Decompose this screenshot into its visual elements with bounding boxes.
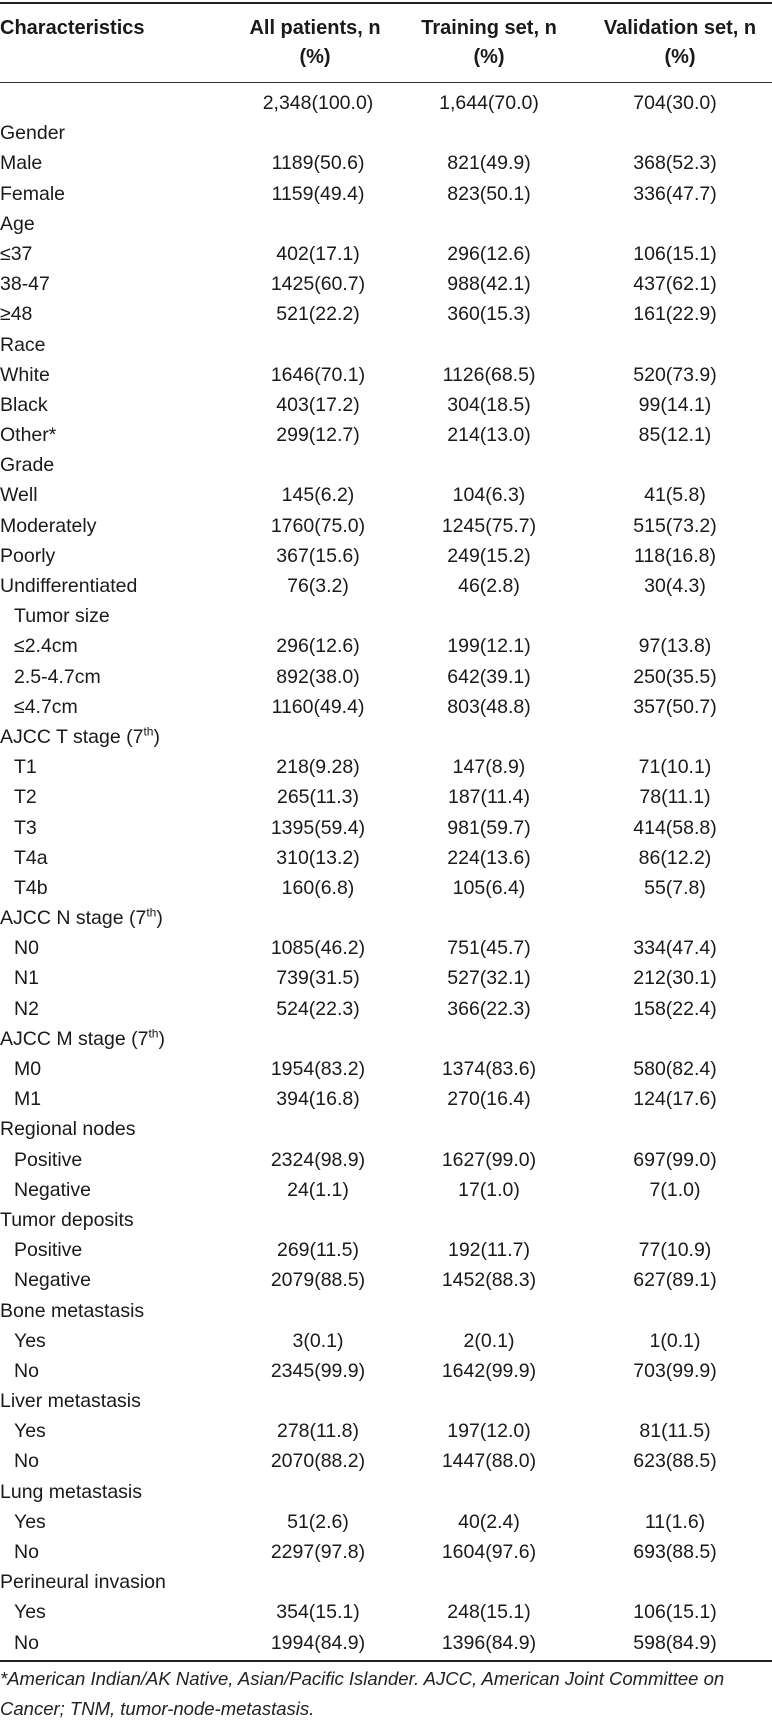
cell-training-set: 46(2.8) [458,575,520,597]
row-label-text: No [14,1450,39,1473]
cell-training-set: 1642(99.9) [441,1359,537,1382]
cell-validation-set: 158(22.4) [633,997,717,1020]
row-label [0,1567,166,1597]
cell-training-set: 197(12.0) [447,1420,531,1443]
cell-training-set: 199(12.1) [447,635,531,658]
cell-training-set: 527(32.1) [447,967,531,990]
row-label-text: White [0,363,50,386]
cell-all-patients: 1954(83.2) [270,1058,366,1080]
row-label-text: T4b [14,876,48,899]
row-label-text: Liver metastasis [0,1390,141,1413]
cell-training-set: 187(11.4) [447,786,531,809]
row-label [14,1628,39,1658]
row-label-text: Gender [0,122,66,145]
header-validation-set [588,14,772,72]
row-label-text: 2.5-4.7cm [14,665,101,688]
cell-all-patients: 160(6.8) [281,876,355,899]
cell-all-patients: 2070(88.2) [270,1450,366,1473]
cell-training-set: 821(49.9) [447,152,531,175]
cell-validation-set: 85(12.1) [638,424,712,447]
row-label [14,1416,46,1446]
cell-training-set: 1604(97.6) [441,1541,537,1563]
row-label [0,420,56,450]
cell-all-patients: 1189(50.6) [271,152,365,175]
table-row [0,782,772,812]
header-training-set [394,14,584,72]
table-row [0,1356,772,1386]
cell-all-patients: 2079(88.5) [270,1269,366,1292]
cell-training-set: 248(15.1) [447,1601,531,1624]
row-label [14,843,48,873]
cell-validation-set: 78(11.1) [639,786,711,809]
row-label [0,179,65,209]
row-label-text: Well [0,484,38,507]
cell-validation-set: 11(1.6) [644,1510,706,1533]
row-label-text: 38-47 [0,273,50,296]
row-label [14,1145,82,1175]
row-label [14,1235,82,1265]
table-row [0,662,772,692]
row-label-text: Grade [0,454,55,477]
table-row [0,1386,772,1416]
table-row [0,1054,772,1084]
cell-validation-set: 99(14.1) [638,393,712,416]
table-row [0,571,772,601]
table-row [0,1024,772,1054]
table-row [0,450,772,480]
cell-all-patients: 296(12.6) [276,635,360,658]
row-label [0,330,46,360]
cell-training-set: 214(13.0) [447,424,531,447]
table-row [0,631,772,661]
row-label-text: No [14,1359,39,1382]
cell-validation-set: 118(16.8) [633,544,717,567]
cell-validation-set: 124(17.6) [633,1088,717,1111]
row-label-superscript: th [146,905,157,920]
table-row [0,1114,772,1144]
table-row [0,541,772,571]
cell-validation-set: 627(89.1) [633,1269,717,1292]
header-rule [0,82,772,83]
row-label-text: Black [0,393,48,416]
cell-all-patients: 739(31.5) [276,967,360,990]
cell-all-patients: 1159(49.4) [271,182,365,205]
cell-validation-set: 97(13.8) [638,635,712,658]
row-label [14,1356,39,1386]
cell-all-patients: 24(1.1) [287,1178,349,1201]
cell-training-set: 1452(88.3) [441,1269,537,1292]
table-row [0,148,772,178]
row-label-text: ≥48 [0,303,33,326]
table-row [0,239,772,269]
row-label-text: ≤4.7cm [14,695,78,718]
row-label-text: Undifferentiated [0,575,138,597]
row-label-text: Tumor deposits [0,1208,134,1231]
row-label [0,450,54,480]
row-label [14,1054,41,1084]
row-label [14,1537,39,1567]
table-row [0,480,772,510]
row-label-text: No [14,1541,39,1563]
table-row [0,601,772,631]
table-row [0,360,772,390]
cell-all-patients: 1395(59.4) [270,816,366,839]
table-header [0,6,772,82]
cell-validation-set: 86(12.2) [638,846,712,869]
row-label [14,813,37,843]
cell-training-set: 642(39.1) [447,665,531,688]
row-label-text: AJCC T stage (7 [0,725,144,748]
cell-training-set: 1396(84.9) [441,1631,537,1654]
cell-validation-set: 336(47.7) [633,182,717,205]
cell-all-patients: 76(3.2) [287,575,349,597]
row-label-text: T1 [14,756,37,779]
cell-all-patients: 2,348(100.0) [262,92,374,114]
table-row [0,88,772,118]
row-label-text: AJCC N stage (7 [0,907,147,930]
row-label [0,1477,142,1507]
cell-validation-set: 693(88.5) [633,1541,717,1563]
cell-training-set: 1374(83.6) [441,1058,537,1080]
cell-training-set: 751(45.7) [447,937,531,960]
cell-validation-set: 106(15.1) [633,242,717,265]
row-label [0,360,50,390]
row-label [14,692,78,722]
row-label-text: Age [0,212,35,235]
cell-training-set: 249(15.2) [447,544,531,567]
cell-training-set: 366(22.3) [447,997,531,1020]
row-label [0,722,160,752]
row-label-text: M0 [14,1058,42,1080]
cell-all-patients: 402(17.1) [276,242,360,265]
row-label-text: Negative [14,1178,91,1201]
row-label [0,269,50,299]
cell-all-patients: 394(16.8) [276,1088,360,1111]
row-label [0,1114,136,1144]
cell-training-set: 981(59.7) [447,816,531,839]
row-label-text: Bone metastasis [0,1299,145,1322]
row-label [0,1386,141,1416]
row-label-text: Lung metastasis [0,1480,142,1503]
cell-training-set: 1126(68.5) [442,363,536,386]
table-row [0,390,772,420]
row-label [0,209,35,239]
row-label [14,1597,46,1627]
table-footnote [0,1664,772,1724]
header-all-line1: All patients, n [249,17,381,39]
row-label [0,511,96,541]
cell-validation-set: 7(1.0) [649,1178,701,1201]
row-label-text: Yes [14,1601,46,1624]
row-label [0,148,42,178]
row-label [14,752,37,782]
cell-all-patients: 892(38.0) [276,665,360,688]
row-label [14,601,110,631]
table-row [0,1597,772,1627]
cell-training-set: 988(42.1) [447,273,531,296]
cell-training-set: 192(11.7) [447,1239,531,1262]
table-row [0,1477,772,1507]
cell-validation-set: 77(10.9) [638,1239,712,1262]
cell-validation-set: 106(15.1) [633,1601,717,1624]
cell-validation-set: 41(5.8) [644,484,706,507]
table-row [0,299,772,329]
table-row [0,933,772,963]
cell-all-patients: 403(17.2) [276,393,360,416]
row-label [0,541,55,571]
cell-validation-set: 515(73.2) [633,514,717,537]
row-label-text: M1 [14,1088,42,1111]
row-label [14,873,48,903]
row-label-text: No [14,1631,39,1654]
cell-training-set: 296(12.6) [447,242,531,265]
row-label [0,118,65,148]
table-row [0,1235,772,1265]
row-label-text: N0 [14,937,39,960]
cell-all-patients: 1085(46.2) [270,937,366,960]
table-row [0,1296,772,1326]
cell-validation-set: 368(52.3) [633,152,717,175]
table-row [0,330,772,360]
row-label [14,1446,39,1476]
row-label-text: T4a [14,846,48,869]
cell-validation-set: 212(30.1) [633,967,717,990]
table-row [0,1175,772,1205]
table-row [0,994,772,1024]
cell-all-patients: 521(22.2) [276,303,360,326]
row-label [0,480,38,510]
table-row [0,179,772,209]
cell-validation-set: 250(35.5) [633,665,717,688]
table-row [0,1537,772,1567]
row-label-text: Male [0,152,43,175]
header-validation-line2: (%) [664,46,696,68]
row-label-text: Negative [14,1269,91,1292]
footnote-line-2: Cancer; TNM, tumor-node-metastasis. [0,1698,315,1719]
table-row [0,1507,772,1537]
table-row [0,511,772,541]
cell-validation-set: 703(99.9) [633,1359,717,1382]
table-row [0,1326,772,1356]
row-label-suffix: ) [158,1027,165,1050]
cell-training-set: 1,644(70.0) [439,92,539,114]
row-label [14,1265,91,1295]
table-row [0,1567,772,1597]
cell-all-patients: 2324(98.9) [270,1148,366,1171]
row-label-text: Moderately [0,514,97,537]
row-label [14,1507,46,1537]
row-label [14,1084,41,1114]
row-label-text: ≤2.4cm [14,635,78,658]
row-label [0,1024,165,1054]
table-row [0,722,772,752]
cell-validation-set: 623(88.5) [633,1450,717,1473]
table-row [0,1265,772,1295]
cell-validation-set: 161(22.9) [633,303,717,326]
cell-training-set: 104(6.3) [452,484,526,507]
row-label [14,933,39,963]
row-label [14,1175,91,1205]
cell-all-patients: 2345(99.9) [270,1359,366,1382]
cell-validation-set: 697(99.0) [633,1148,717,1171]
row-label-superscript: th [143,724,154,739]
cell-all-patients: 299(12.7) [276,424,360,447]
cell-all-patients: 367(15.6) [276,544,360,567]
cell-all-patients: 1994(84.9) [270,1631,366,1654]
cell-all-patients: 269(11.5) [276,1239,360,1262]
table-row [0,1446,772,1476]
row-label [0,1205,134,1235]
cell-training-set: 17(1.0) [458,1178,520,1201]
cell-validation-set: 520(73.9) [633,363,717,386]
row-label-text: Yes [14,1420,46,1443]
table-row [0,692,772,722]
row-label [14,662,101,692]
row-label [14,631,78,661]
row-label-text: Yes [14,1329,46,1352]
cell-validation-set: 71(10.1) [638,756,712,779]
cell-validation-set: 598(84.9) [633,1631,717,1654]
cell-training-set: 304(18.5) [447,393,531,416]
cell-training-set: 1245(75.7) [441,514,537,537]
row-label [0,299,32,329]
table-row [0,903,772,933]
row-label-text: N1 [14,967,39,990]
row-label-text: N2 [14,997,39,1020]
table-row [0,269,772,299]
header-characteristics: Characteristics [0,17,145,39]
row-label-text: ≤37 [0,242,33,265]
cell-training-set: 803(48.8) [447,695,531,718]
table-row [0,1145,772,1175]
row-label [0,903,163,933]
row-label-text: Race [0,333,46,356]
cell-training-set: 360(15.3) [447,303,531,326]
cell-training-set: 147(8.9) [452,756,526,779]
header-training-line1: Training set, n [421,17,557,39]
cell-validation-set: 414(58.8) [633,816,717,839]
row-label-text: T3 [14,816,37,839]
cell-validation-set: 437(62.1) [633,273,717,296]
table-row [0,752,772,782]
row-label-text: Positive [14,1148,83,1171]
cell-all-patients: 218(9.28) [276,756,360,779]
cell-all-patients: 145(6.2) [281,484,355,507]
cell-all-patients: 354(15.1) [276,1601,360,1624]
cell-training-set: 2(0.1) [463,1329,515,1352]
cell-validation-set: 704(30.0) [633,92,717,114]
row-label [0,1296,144,1326]
table-row [0,963,772,993]
cell-training-set: 270(16.4) [447,1088,531,1111]
cell-all-patients: 1160(49.4) [271,695,365,718]
row-label-text: Female [0,182,66,205]
row-label-text: Poorly [0,544,56,567]
cell-validation-set: 357(50.7) [633,695,717,718]
cell-training-set: 40(2.4) [458,1510,520,1533]
row-label-text: Other* [0,424,57,447]
row-label [14,782,37,812]
bottom-rule [0,1660,772,1662]
header-all-patients [230,14,400,72]
cell-all-patients: 2297(97.8) [270,1541,366,1563]
cell-validation-set: 55(7.8) [644,876,706,899]
row-label-superscript: th [148,1026,159,1041]
row-label [0,571,137,601]
cell-all-patients: 278(11.8) [276,1420,360,1443]
table-row [0,813,772,843]
row-label [0,390,48,420]
row-label-text: AJCC M stage (7 [0,1027,149,1050]
cell-training-set: 1447(88.0) [441,1450,537,1473]
row-label-text: Tumor size [14,605,110,628]
row-label-text: Yes [14,1510,46,1533]
row-label [14,963,39,993]
table-row [0,420,772,450]
row-label-suffix: ) [153,725,160,748]
header-validation-line1: Validation set, n [603,17,757,39]
cell-validation-set: 334(47.4) [633,937,717,960]
header-all-line2: (%) [299,46,331,68]
cell-training-set: 823(50.1) [447,182,531,205]
cell-all-patients: 1425(60.7) [270,273,366,296]
row-label-suffix: ) [156,907,163,930]
cell-training-set: 224(13.6) [447,846,531,869]
table-row [0,209,772,239]
cell-all-patients: 1646(70.1) [270,363,366,386]
cell-all-patients: 310(13.2) [276,846,360,869]
row-label-text: T2 [14,786,37,809]
table-row [0,1416,772,1446]
row-label-text: Perineural invasion [0,1571,166,1594]
cell-all-patients: 3(0.1) [292,1329,344,1352]
cell-all-patients: 524(22.3) [276,997,360,1020]
cell-all-patients: 265(11.3) [276,786,360,809]
table-row [0,1628,772,1658]
row-label-text: Regional nodes [0,1118,136,1141]
header-training-line2: (%) [473,46,505,68]
cell-validation-set: 81(11.5) [639,1420,711,1443]
cell-training-set: 105(6.4) [452,876,526,899]
row-label [0,239,32,269]
cell-all-patients: 1760(75.0) [270,514,366,537]
row-label-text: Positive [14,1239,83,1262]
top-rule [0,2,772,4]
table-row [0,1205,772,1235]
table-row [0,873,772,903]
table-row [0,1084,772,1114]
cell-validation-set: 30(4.3) [644,575,706,597]
table-body [0,88,772,1658]
cell-training-set: 1627(99.0) [441,1148,537,1171]
table-row [0,118,772,148]
footnote-line-1: *American Indian/AK Native, Asian/Pacific Islander. AJCC, American Joint Committee on [0,1668,725,1689]
row-label [14,994,39,1024]
table-row [0,843,772,873]
cell-validation-set: 1(0.1) [649,1329,701,1352]
cell-all-patients: 51(2.6) [287,1510,349,1533]
cell-validation-set: 580(82.4) [633,1058,717,1080]
row-label [14,1326,46,1356]
